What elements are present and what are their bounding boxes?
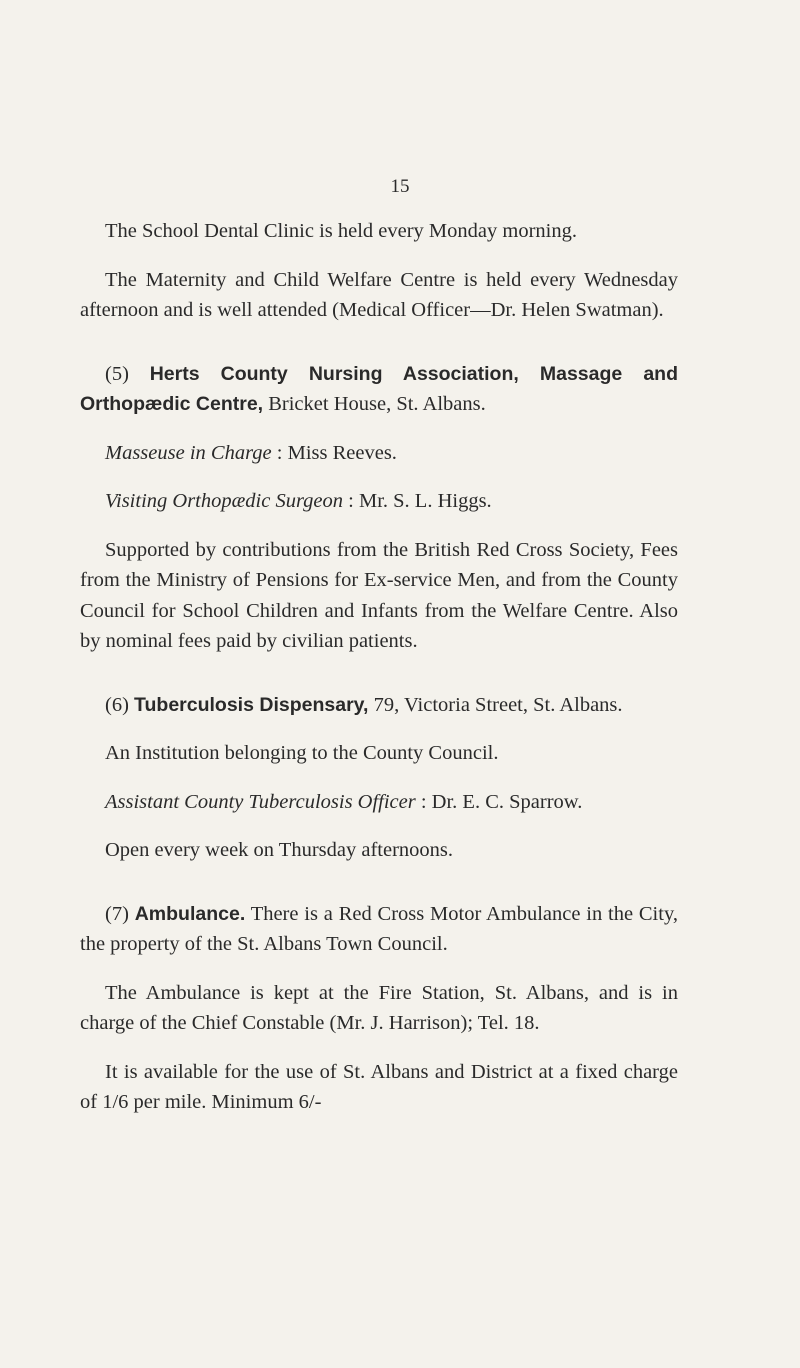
ambulance-availability-paragraph: It is available for the use of St. Albans and District at a fixed charge of 1/6 per mile. Minimum 6/- xyxy=(80,1060,678,1113)
section-7-heading: Ambulance. xyxy=(134,902,246,925)
section-6-number: (6) xyxy=(105,693,135,716)
tb-officer-value: : Dr. E. C. Sparrow. xyxy=(415,790,583,813)
masseuse-label: Masseuse in Charge xyxy=(105,441,272,464)
surgeon-label: Visiting Orthopædic Surgeon xyxy=(105,490,344,512)
masseuse-line xyxy=(80,438,678,469)
masseuse-value: : Miss Reeves. xyxy=(271,441,397,464)
dental-clinic-paragraph: The School Dental Clinic is held every Monday morning. xyxy=(105,220,577,242)
ambulance-kept-paragraph: The Ambulance is kept at the Fire Station, St. Albans, and is in charge of the Chief Constable (Mr. J. Harrison); Tel. 18. xyxy=(80,981,678,1034)
section-7-paragraph xyxy=(80,899,678,960)
section-6-paragraph xyxy=(80,690,678,721)
surgeon-line xyxy=(80,486,678,517)
open-hours-line: Open every week on Thursday afternoons. xyxy=(105,839,454,861)
tb-officer-line xyxy=(80,787,678,818)
section-5-address: Bricket House, St. Albans. xyxy=(263,393,486,415)
surgeon-value: : Mr. S. L. Higgs. xyxy=(343,490,492,512)
section-6-address: 79, Victoria Street, St. Albans. xyxy=(368,693,623,716)
page-body xyxy=(80,216,678,1118)
maternity-paragraph: The Maternity and Child Welfare Centre is held every Wednesday afternoon and is well attended (Medical Officer—Dr. Helen Swatman). xyxy=(80,268,678,321)
section-5-heading: Herts County Nursing Association, Massage and Orthopædic Centre, xyxy=(80,362,678,415)
section-5-paragraph xyxy=(80,359,678,420)
section-7-number: (7) xyxy=(105,902,135,925)
page-number: 15 xyxy=(390,176,410,197)
institution-line: An Institution belonging to the County Council. xyxy=(105,742,499,764)
section-7-text: There is a Red Cross Motor Ambulance in the City, the property of the St. Albans Town Council. xyxy=(80,902,678,955)
section-6-heading: Tuberculosis Dispensary, xyxy=(134,693,369,716)
tb-officer-label: Assistant County Tuberculosis Officer xyxy=(105,790,416,813)
supported-paragraph: Supported by contributions from the British Red Cross Society, Fees from the Ministry of Pensions for Ex-service Men, and from the County Council for School Children and Infants from the Welfare Centre. Also by nominal fees paid by civilian patients. xyxy=(80,538,678,652)
section-5-number: (5) xyxy=(105,362,150,385)
